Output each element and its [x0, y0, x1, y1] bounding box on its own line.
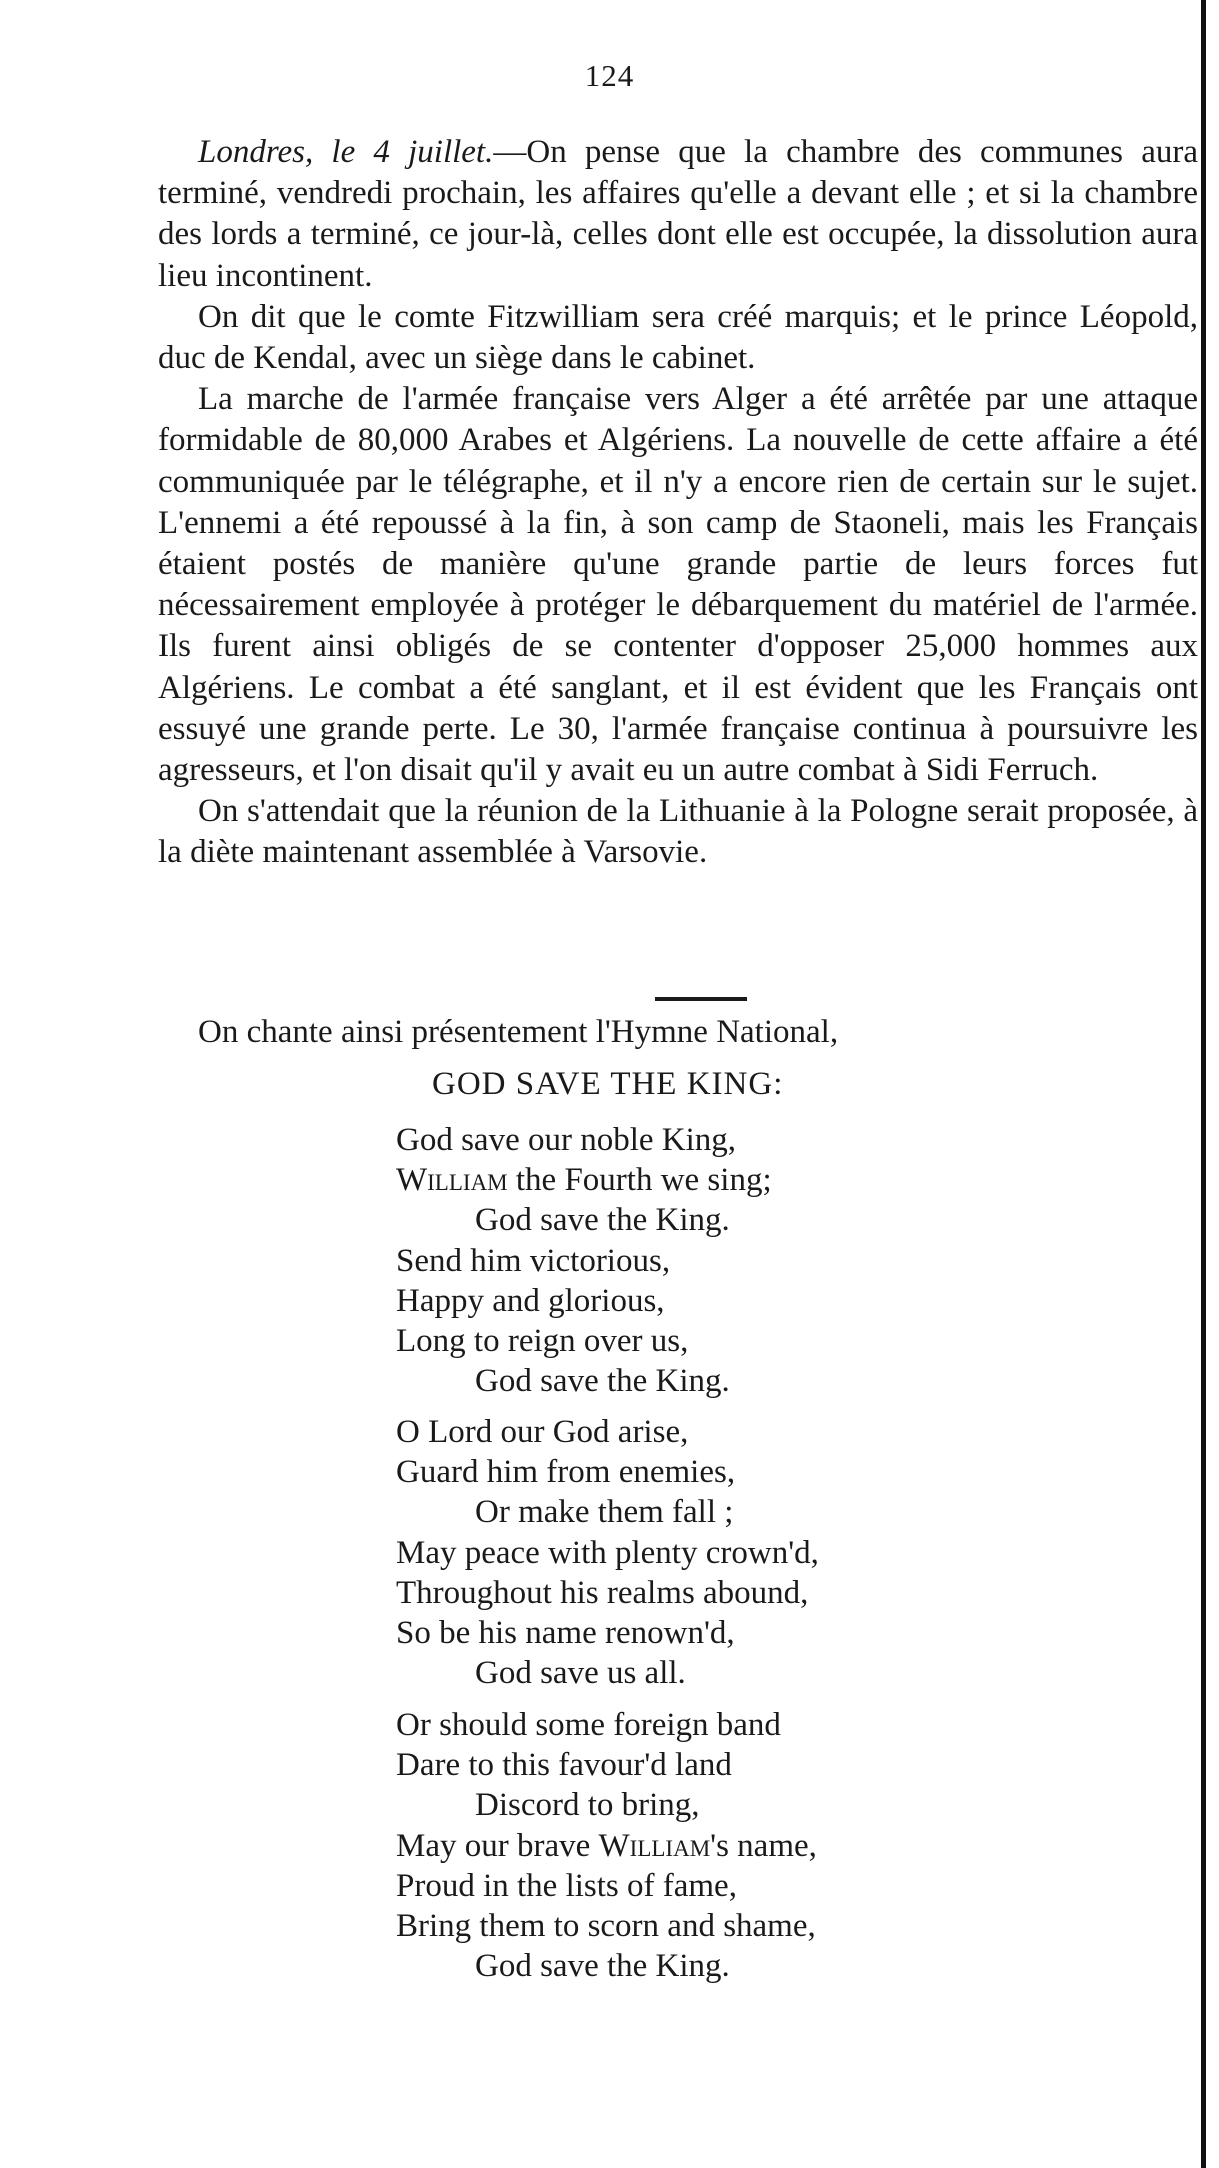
- verse-line: Throughout his realms abound,: [396, 1574, 809, 1611]
- article-paragraph: La marche de l'armée française vers Alger a été arrêtée par une attaque formidable de 80,000 Arabes et Algériens. La nouvelle de cette affaire a été communiquée par le télégraphe, et il n'y a encore rien de certain sur le sujet. L'ennemi a été repoussé à la fin, à son camp de Staoneli, mais les Français étaient postés de manière qu'une grande partie de leurs forces fut nécessairement employée à protéger le débarquement du matériel de l'armée. Ils furent ainsi obligés de se contenter d'opposer 25,000 hommes aux Algériens. Le combat a été sanglant, et il est évident que les Français ont essuyé une grande perte. Le 30, l'armée française continua à poursuivre les agresseurs, et l'on disait qu'il y avait eu un autre combat à Sidi Ferruch.: [158, 381, 1198, 789]
- article-paragraph: [158, 132, 1198, 297]
- verse-line: [396, 1160, 772, 1200]
- verse-line: Dare to this favour'd land: [396, 1747, 732, 1784]
- news-article: [158, 132, 1198, 874]
- verse-line-rest: 's name,: [710, 1827, 817, 1864]
- hymn-verse: [396, 1120, 772, 1401]
- verse-line: May peace with plenty crown'd,: [396, 1534, 819, 1571]
- verse-line: Guard him from enemies,: [396, 1454, 736, 1491]
- verse-line: Or make them fall ;: [475, 1494, 734, 1531]
- article-paragraph: On s'attendait que la réunion de la Lithuanie à la Pologne serait proposée, à la diète maintenant assemblée à Varsovie.: [158, 793, 1198, 871]
- small-caps-name: William: [396, 1162, 508, 1199]
- paragraph-text: —On pense que la chambre des communes aura terminé, vendredi prochain, les affaires qu'elle a devant elle ; et si la chambre des lords a terminé, ce jour-là, celles dont elle est occupée, la dissolution aura lieu incontinent.: [158, 134, 1199, 294]
- verse-line: Happy and glorious,: [396, 1282, 665, 1319]
- verse-line: Discord to bring,: [475, 1787, 700, 1824]
- verse-line: God save the King.: [475, 1202, 730, 1239]
- page-edge-rule: [1201, 0, 1206, 2168]
- verse-line-rest: the Fourth we sing;: [507, 1162, 772, 1199]
- verse-line: O Lord our God arise,: [396, 1414, 689, 1450]
- page-number: 124: [584, 58, 635, 93]
- hymn-verse: [396, 1705, 817, 1986]
- small-caps-name: William: [598, 1827, 711, 1864]
- verse-line: Or should some foreign band: [396, 1707, 781, 1743]
- verse-line: Send him victorious,: [396, 1242, 671, 1279]
- verse-line: God save our noble King,: [396, 1122, 737, 1158]
- hymn-title: GOD SAVE THE KING:: [432, 1066, 784, 1102]
- hymn-intro: On chante ainsi présentement l'Hymne National,: [198, 1014, 839, 1050]
- article-paragraph: On dit que le comte Fitzwilliam sera créé marquis; et le prince Léopold, duc de Kendal, avec un siège dans le cabinet.: [158, 298, 1198, 377]
- verse-line: Long to reign over us,: [396, 1323, 689, 1360]
- verse-line: Proud in the lists of fame,: [396, 1867, 737, 1904]
- verse-line: Bring them to scorn and shame,: [396, 1908, 816, 1945]
- verse-line-start: May our brave: [396, 1827, 599, 1864]
- dateline: Londres, le 4 juillet.: [198, 134, 494, 170]
- hymn-verse: [396, 1412, 819, 1693]
- section-divider: [655, 997, 747, 1001]
- verse-line: God save the King.: [475, 1363, 730, 1400]
- verse-line: God save the King.: [475, 1948, 730, 1985]
- verse-line: So be his name renown'd,: [396, 1615, 735, 1652]
- verse-line: [396, 1826, 817, 1866]
- verse-line: God save us all.: [475, 1655, 686, 1692]
